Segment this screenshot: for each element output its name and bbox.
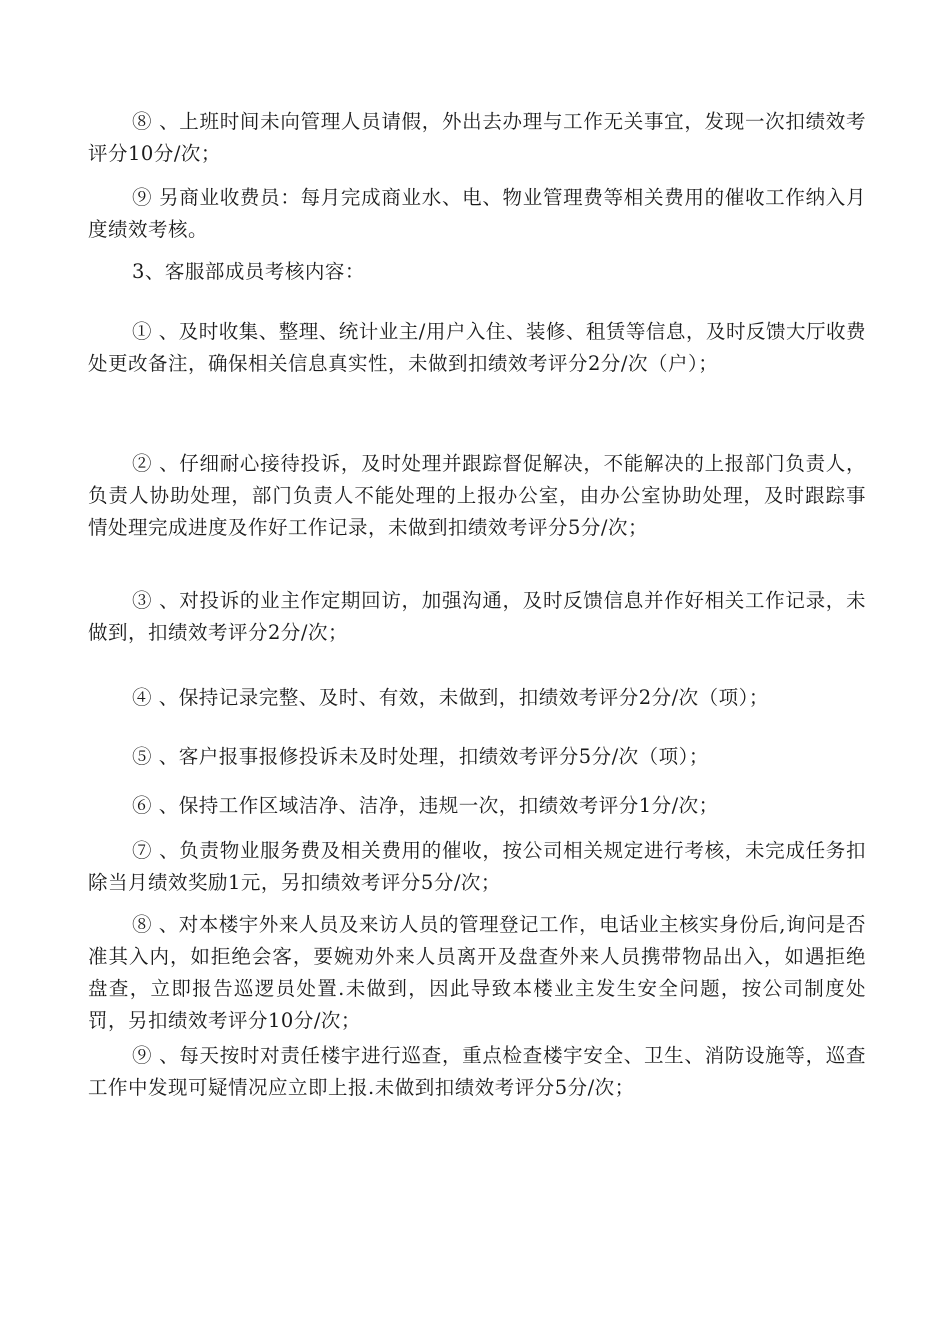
- paragraph-item-1-info-collection: ① 、及时收集、整理、统计业主/用户入住、装修、租赁等信息，及时反馈大厅收费处更改备注，确保相关信息真实性，未做到扣绩效考评分2分/次（户）；: [88, 320, 866, 375]
- paragraph-item-5-repairs: ⑤ 、客户报事报修投诉未及时处理，扣绩效考评分5分/次（项）；: [132, 745, 709, 768]
- section-heading-customer-service: 3、客服部成员考核内容：: [132, 260, 365, 283]
- paragraph-item-9-commercial-fee: ⑨ 另商业收费员：每月完成商业水、电、物业管理费等相关费用的催收工作纳入月度绩效考核。: [88, 186, 866, 241]
- paragraph-item-8-visitor-management: ⑧ 、对本楼宇外来人员及来访人员的管理登记工作，电话业主核实身份后,询问是否准其入内，如拒绝会客，要婉劝外来人员离开及盘查外来人员携带物品出入，如遇拒绝盘查，立即报告巡逻员处置.未做到，因此导致本楼业主发生安全问题，按公司制度处罚，另扣绩效考评分10分/次；: [88, 913, 866, 1032]
- paragraph-item-6-cleanliness: ⑥ 、保持工作区域洁净、洁净，违规一次，扣绩效考评分1分/次；: [132, 794, 719, 817]
- paragraph-item-7-fee-collection: ⑦ 、负责物业服务费及相关费用的催收，按公司相关规定进行考核，未完成任务扣除当月绩效奖励1元，另扣绩效考评分5分/次；: [88, 839, 866, 894]
- paragraph-item-4-records: ④ 、保持记录完整、及时、有效，未做到，扣绩效考评分2分/次（项）；: [132, 686, 769, 709]
- paragraph-item-8-absence: ⑧ 、上班时间未向管理人员请假，外出去办理与工作无关事宜，发现一次扣绩效考评分10分/次；: [88, 110, 866, 165]
- paragraph-item-9-patrol: ⑨ 、每天按时对责任楼宇进行巡查，重点检查楼宇安全、卫生、消防设施等，巡查工作中发现可疑情况应立即上报.未做到扣绩效考评分5分/次；: [88, 1044, 866, 1099]
- paragraph-item-2-complaints: ② 、仔细耐心接待投诉，及时处理并跟踪督促解决，不能解决的上报部门负责人，负责人协助处理，部门负责人不能处理的上报办公室，由办公室协助处理，及时跟踪事情处理完成进度及作好工作记录，未做到扣绩效考评分5分/次；: [88, 452, 866, 539]
- paragraph-item-3-follow-up: ③ 、对投诉的业主作定期回访，加强沟通，及时反馈信息并作好相关工作记录，未做到，扣绩效考评分2分/次；: [88, 589, 866, 644]
